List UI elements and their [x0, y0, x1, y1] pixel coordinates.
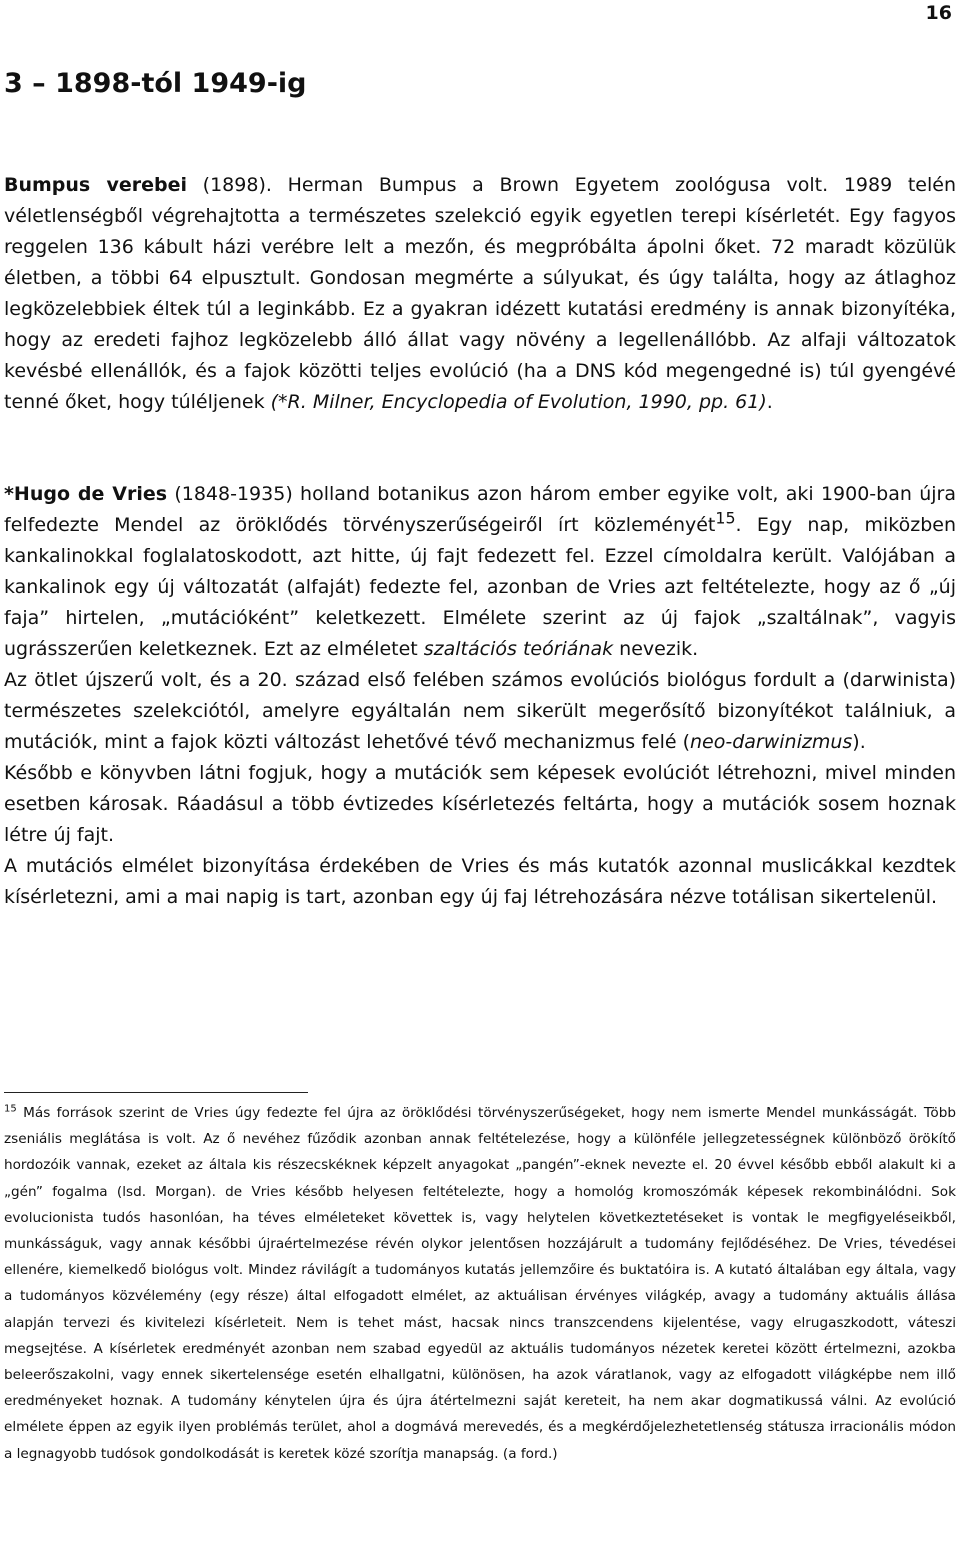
- chapter-title: 3 – 1898-tól 1949-ig: [4, 68, 307, 99]
- term-de-vries: *Hugo de Vries: [4, 483, 168, 505]
- paragraph-bumpus-end: .: [766, 391, 773, 413]
- main-body: [4, 170, 956, 418]
- footnote-ref[interactable]: 15: [715, 508, 736, 528]
- paragraph-fruit-flies: A mutációs elmélet bizonyítása érdekében de Vries és más kutatók azonnal muslicákkal kezdtek kísérletezni, ami a mai napig is tart, azonban egy új faj létrehozására nézve totálisan sikertelenül.: [4, 855, 956, 908]
- paragraph-de-vries-text-2: . Egy nap, miközben kankalinokkal foglalatoskodott, azt hitte, új fajt fedezett fel. Ezzel címoldalra került. Valójában a kankalinok egy új változatát (alfaját) fedezte fel, azonban de Vries azt feltételezte, hogy az ő „új faja” hirtelen, „mutációként” keletkezett. Elmélete szerint az új fajok „szaltálnak”, vagyis ugrásszerűen keletkeznek. Ezt az elméletet: [4, 514, 956, 660]
- footnote-divider: [4, 1092, 308, 1093]
- paragraph-bumpus-text: (1898). Herman Bumpus a Brown Egyetem zoológusa volt. 1989 telén véletlenségből végrehajtotta a természetes szelekció egyik egyetlen terepi kísérletét. Egy fagyos reggelen 136 kábult házi verébre lelt a mezőn, és megpróbálta ápolni őket. 72 maradt közülük életben, a többi 64 elpusztult. Gondosan megmérte a súlyukat, és úgy találta, hogy az átlaghoz legközelebbiek éltek túl a leginkább. Ez a gyakran idézett kutatási eredmény is annak bizonyítéka, hogy az eredeti fajhoz legközelebb álló állat vagy növény a legellenállóbb. Az alfaji változatok kevésbé ellenállók, és a fajok közötti teljes evolúció (ha a DNS kód megengedné is) túl gyengévé tenné őket, hogy túléljenek: [4, 174, 956, 413]
- footnote-text: Más források szerint de Vries úgy fedezte fel újra az öröklődési törvényszerűségeket, hogy nem ismerte Mendel munkásságát. Több zseniális meglátása is volt. Az ő nevéhez fűződik azonban annak feltételezése, hogy a különféle jellegzetességnek különböző örökítő hordozóik vannak, ezeket az általa kis részecskéknek képzelt anyagokat „pangén”-eknek nevezte el. 20 évvel később ebből alakult ki a „gén” fogalma (lsd. Morgan). de Vries később helyesen feltételezte, hogy a homológ kromoszómák képesek rekombinálódni. Sok evolucionista tudós hasonlóan, ha téves elméleteket követtek is, vagy helytelen következtetéseket is vontak le megfigyeléseikből, munkásságuk, vagy annak későbbi újraértelmezése révén olykor jelentősen hozzájárult a tudomány fejlődéséhez. De Vries, tévedései ellenére, kiemelkedő biológus volt. Mindez rávilágít a tudományos kutatás jellemzőire és buktatóira is. A kutató általában egy általa, vagy a tudományos közvélemény (egy része) által elfogadott elmélet, az aktuálisan érvényes világkép, avagy a tudomány aktuális állása alapján tervezi és kivitelezi kísérleteit. Nem is tehet mást, hacsak nincs transzcendens kijelentése, vagy elrugaszkodott, váteszi megsejtése. A kísérletek eredményét azonban nem szabad egyedül az aktuális tudományos nézetek keretei között értelmezni, azokba beleerőszakolni, vagy ennek sikertelensége esetén elhallgatni, különösen, ha azok váratlanok, vagy az elfogadott világképbe nem illő eredményeket hoznak. A tudomány kénytelen újra és újra átértelmezni saját kereteit, ha nem akar dogmatikussá válni. Az evolúció elmélete éppen az egyik ilyen problémás terület, ahol a dogmává merevedés, és a megkérdőjelezhetetlenség státusza irracionális módon a legnagyobb tudósok gondolkodását is keretek közé szorítja manapság. (a ford.): [4, 1105, 956, 1462]
- term-bumpus: Bumpus verebei: [4, 174, 188, 196]
- paragraph-idea-text: Az ötlet újszerű volt, és a 20. század első felében számos evolúciós biológus fordult a (darwinista) természetes szelekciótól, amelyre egyáltalán nem sikerült megerősítő bizonyítékot találniuk, a mutációk, mint a fajok közti változást lehetővé tévő mechanizmus felé (: [4, 669, 956, 753]
- paragraph-de-vries-text: (1848-1935) holland botanikus azon három ember egyike volt, aki 1900-ban újra felfedezte Mendel az öröklődés törvényszerűségeiről írt közleményét: [4, 483, 956, 536]
- term-saltation: szaltációs teóriának: [423, 638, 614, 660]
- paragraph-bumpus: [4, 170, 956, 418]
- footnote-marker: 15: [4, 1103, 17, 1115]
- footnote: [4, 1100, 956, 1467]
- citation-milner: (*R. Milner, Encyclopedia of Evolution, 1990, pp. 61): [270, 391, 767, 413]
- paragraph-de-vries: [4, 479, 956, 665]
- paragraph-mutations: Később e könyvben látni fogjuk, hogy a mutációk sem képesek evolúciót létrehozni, mivel minden esetben károsak. Ráadásul a több évtizedes kísérletezés feltárta, hogy a mutációk sosem hoznak létre új fajt.: [4, 762, 956, 846]
- page-number: 16: [925, 2, 952, 24]
- paragraph-de-vries-end: nevezik.: [613, 638, 699, 660]
- paragraph-idea-end: ).: [852, 731, 866, 753]
- term-neo-darwinism: neo-darwinizmus: [690, 731, 853, 753]
- paragraph-idea: [4, 665, 956, 758]
- main-body-2: [4, 479, 956, 913]
